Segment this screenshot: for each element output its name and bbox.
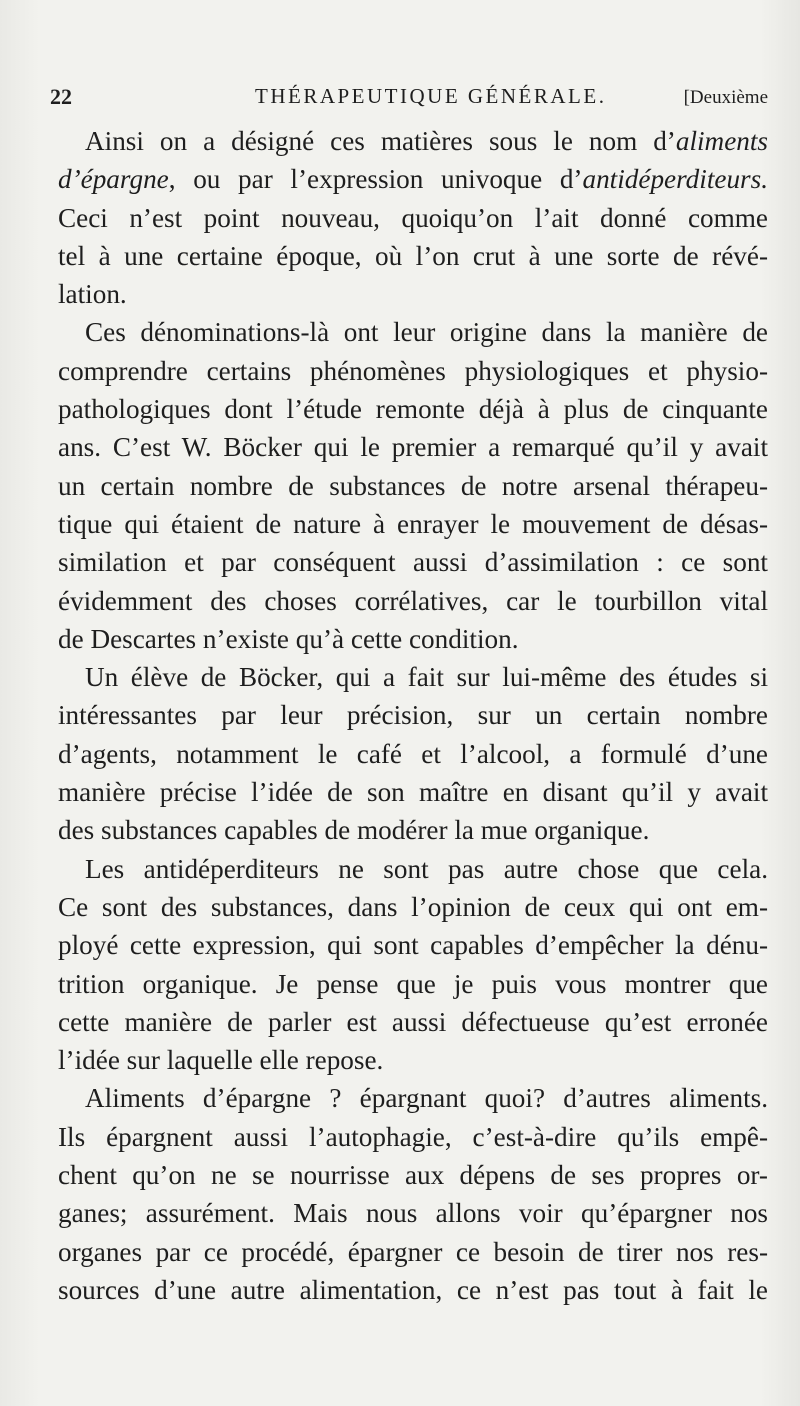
page-number: 22 (50, 84, 72, 109)
text-line (58, 122, 768, 160)
text-line (58, 1271, 768, 1309)
line-text: de Descartes n’existe qu’à cette condition. (58, 623, 519, 654)
line-text: d’agents, notamment le café et l’alcool, a formulé d’une (58, 738, 768, 769)
text-line (58, 237, 768, 275)
running-head (50, 84, 770, 114)
line-text: des substances capables de modérer la mue organique. (58, 815, 650, 846)
text-line (58, 582, 768, 620)
line-text: intéressantes par leur précision, sur un certain nombre (58, 700, 768, 731)
italic-term: aliments (675, 126, 768, 156)
line-text: Ainsi on a désigné ces matières sous le nom d’ (85, 126, 676, 156)
text-line (58, 1233, 768, 1271)
text-line (58, 1118, 768, 1156)
line-text: manière précise l’idée de son maître en disant qu’il y avait (58, 777, 768, 808)
line-text: comprendre certains phénomènes physiologiques et physio- (58, 355, 768, 386)
line-text: ganes; assurément. Mais nous allons voir qu’épargner nos (58, 1198, 768, 1229)
line-text: cette manière de parler est aussi défectueuse qu’est erronée (58, 1006, 768, 1037)
text-line (58, 1194, 768, 1232)
line-text: ployé cette expression, qui sont capables d’empêcher la dénu- (58, 930, 768, 961)
body-text (58, 122, 768, 1309)
text-line (58, 811, 768, 849)
text-line (58, 888, 768, 926)
text-line (58, 1041, 768, 1079)
line-text: Aliments d’épargne ? épargnant quoi? d’autres aliments. (85, 1083, 768, 1114)
line-text: pathologiques dont l’étude remonte déjà à plus de cinquante (58, 394, 768, 425)
text-line (58, 352, 768, 390)
text-line (58, 543, 768, 581)
line-text: Ce sont des substances, dans l’opinion de ceux qui ont em- (58, 891, 768, 922)
line-text: tel à une certaine époque, où l’on crut à une sorte de révé- (58, 240, 768, 271)
section-marker: [Deuxième (683, 87, 768, 108)
text-line (58, 620, 768, 658)
line-text: ans. C’est W. Böcker qui le premier a remarqué qu’il y avait (58, 432, 768, 463)
line-text: Ceci n’est point nouveau, quoiqu’on l’ait donné comme (58, 202, 768, 233)
text-line (58, 390, 768, 428)
line-text: Ces dénominations-là ont leur origine dans la manière de (85, 317, 768, 348)
line-text: sources d’une autre alimentation, ce n’est pas tout à fait le (58, 1274, 768, 1305)
text-line (58, 467, 768, 505)
line-text: un certain nombre de substances de notre arsenal thérapeu- (58, 470, 768, 501)
running-title: THÉRAPEUTIQUE GÉNÉRALE. (255, 84, 607, 108)
text-line (58, 1156, 768, 1194)
italic-term: d’épargne (58, 164, 169, 195)
text-line (58, 160, 768, 198)
text-line (58, 1079, 768, 1117)
italic-term: antidéperditeurs. (582, 164, 768, 195)
line-text: l’idée sur laquelle elle repose. (58, 1045, 384, 1076)
line-text: Ils épargnent aussi l’autophagie, c’est-à-dire qu’ils empê- (58, 1121, 768, 1152)
text-line (58, 505, 768, 543)
text-line (58, 735, 768, 773)
text-line (58, 926, 768, 964)
text-line (58, 773, 768, 811)
line-text: organes par ce procédé, épargner ce besoin de tirer nos res- (58, 1236, 768, 1267)
line-text: évidemment des choses corrélatives, car le tourbillon vital (58, 585, 768, 616)
text-line (58, 658, 768, 696)
text-line (58, 199, 768, 237)
line-text: Les antidéperditeurs ne sont pas autre chose que cela. (85, 853, 768, 884)
line-text: chent qu’on ne se nourrisse aux dépens de ses propres or- (58, 1160, 768, 1191)
line-text: Un élève de Böcker, qui a fait sur lui-même des études si (85, 662, 768, 693)
line-text: , ou par l’expression univoque d’ (168, 164, 583, 195)
text-line (58, 850, 768, 888)
line-text: similation et par conséquent aussi d’assimilation : ce sont (58, 547, 768, 578)
text-line (58, 1003, 768, 1041)
text-line (58, 428, 768, 466)
text-line (58, 313, 768, 351)
text-line (58, 965, 768, 1003)
line-text: trition organique. Je pense que je puis vous montrer que (58, 968, 768, 999)
line-text: tique qui étaient de nature à enrayer le mouvement de désas- (58, 508, 768, 539)
text-line (58, 696, 768, 734)
line-text: lation. (58, 279, 127, 310)
text-line (58, 275, 768, 313)
